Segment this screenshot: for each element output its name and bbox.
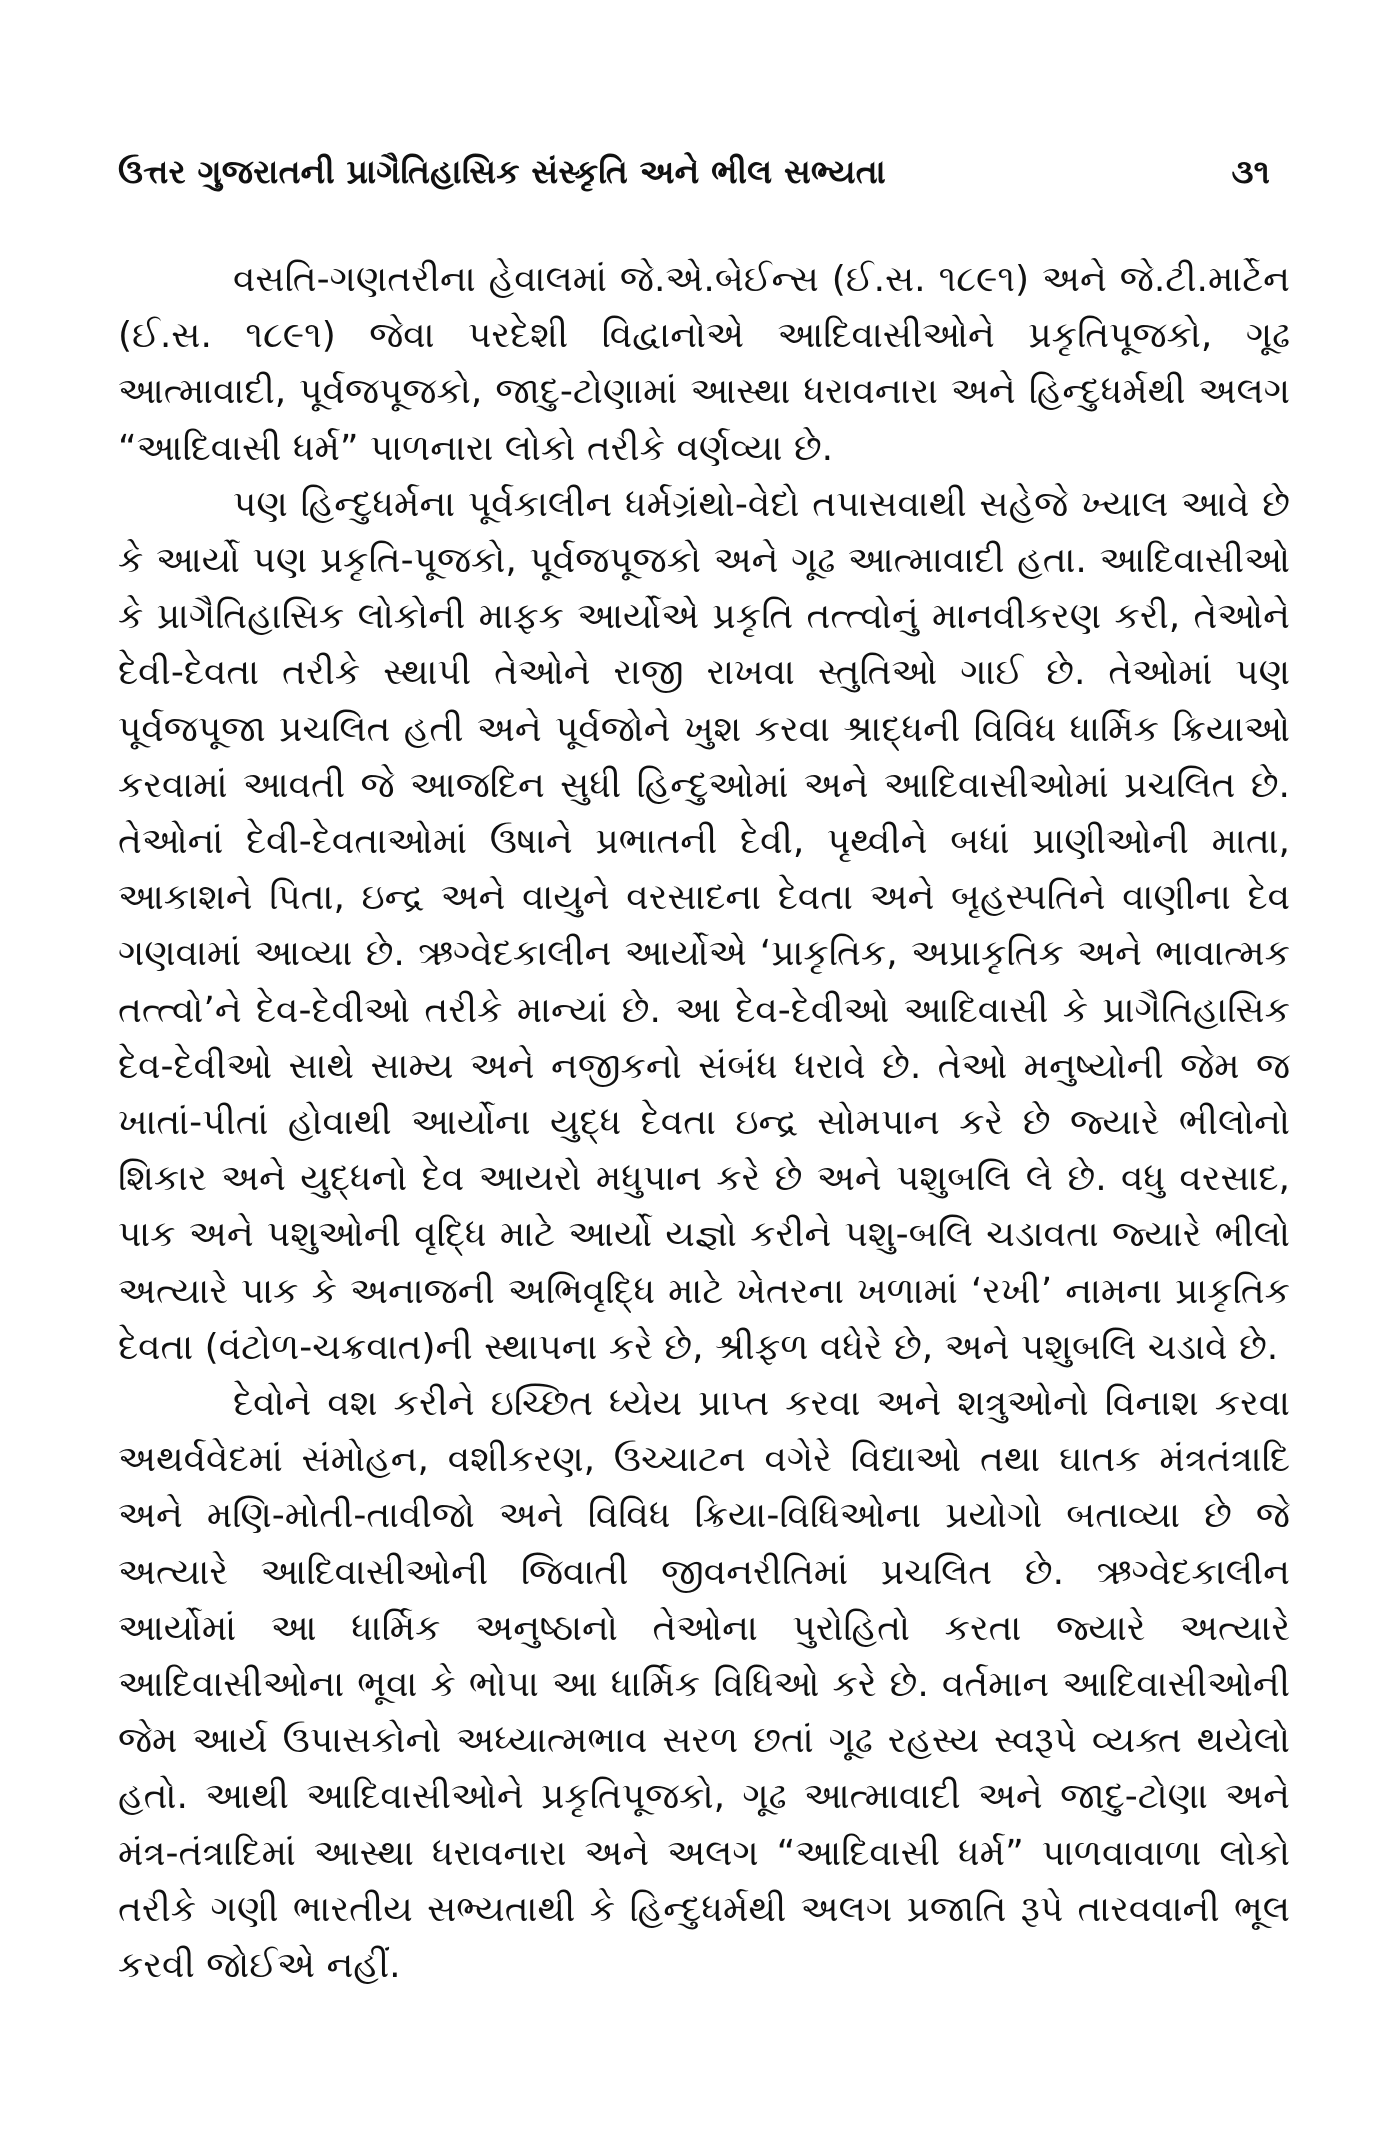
body-text bbox=[118, 252, 1290, 1994]
paragraph: પણ હિન્દુધર્મના પૂર્વકાલીન ધર્મગ્રંથો-વેદો તપાસવાથી સહેજે ખ્યાલ આવે છે કે આર્યો પણ પ્રકૃતિ-પૂજકો, પૂર્વજપૂજકો અને ગૂઢ આત્માવાદી હતા. આદિવાસીઓ કે પ્રાગૈતિહાસિક લોકોની માફક આર્યોએ પ્રકૃતિ તત્ત્વોનું માનવીકરણ કરી, તેઓને દેવી-દેવતા તરીકે સ્થાપી તેઓને રાજી રાખવા સ્તુતિઓ ગાઈ છે. તેઓમાં પણ પૂર્વજપૂજા પ્રચલિત હતી અને પૂર્વજોને ખુશ કરવા શ્રાદ્ધની વિવિધ ધાર્મિક ક્રિયાઓ કરવામાં આવતી જે આજદિન સુધી હિન્દુઓમાં અને આદિવાસીઓમાં પ્રચલિત છે. તેઓનાં દેવી-દેવતાઓમાં ઉષાને પ્રભાતની દેવી, પૃથ્વીને બધાં પ્રાણીઓની માતા, આકાશને પિતા, ઇન્દ્ર અને વાયુને વરસાદના દેવતા અને બૃહસ્પતિને વાણીના દેવ ગણવામાં આવ્યા છે. ઋગ્વેદકાલીન આર્યોએ ‘પ્રાકૃતિક, અપ્રાકૃતિક અને ભાવાત્મક તત્ત્વો’ને દેવ-દેવીઓ તરીકે માન્યાં છે. આ દેવ-દેવીઓ આદિવાસી કે પ્રાગૈતિહાસિક દેવ-દેવીઓ સાથે સામ્ય અને નજીકનો સંબંધ ધરાવે છે. તેઓ મનુષ્યોની જેમ જ ખાતાં-પીતાં હોવાથી આર્યોના યુદ્ધ દેવતા ઇન્દ્ર સોમપાન કરે છે જ્યારે ભીલોનો શિકાર અને યુદ્ધનો દેવ આયરો મધુપાન કરે છે અને પશુબલિ લે છે. વધુ વરસાદ, પાક અને પશુઓની વૃદ્ધિ માટે આર્યો યજ્ઞો કરીને પશુ-બલિ ચડાવતા જ્યારે ભીલો અત્યારે પાક કે અનાજની અભિવૃદ્ધિ માટે ખેતરના ખળામાં ‘રખી’ નામના પ્રાકૃતિક દેવતા (વંટોળ-ચક્રવાત)ની સ્થાપના કરે છે, શ્રીફળ વધેરે છે, અને પશુબલિ ચડાવે છે. bbox=[118, 483, 1290, 1368]
page-header bbox=[118, 152, 1270, 206]
paragraph: વસતિ-ગણતરીના હેવાલમાં જે.એ.બેઈન્સ (ઈ.સ. ૧૮૯૧) અને જે.ટી.માર્ટેન (ઈ.સ. ૧૮૯૧) જેવા પરદેશી વિદ્વાનોએ આદિવાસીઓને પ્રકૃતિપૂજકો, ગૂઢ આત્માવાદી, પૂર્વજપૂજકો, જાદુ-ટોણામાં આસ્થા ધરાવનારા અને હિન્દુધર્મથી અલગ “આદિવાસી ધર્મ” પાળનારા લોકો તરીકે વર્ણવ્યા છે. bbox=[118, 259, 1290, 469]
running-title: ઉત્તર ગુજરાતની પ્રાગૈતિહાસિક સંસ્કૃતિ અને ભીલ સભ્યતા bbox=[118, 152, 886, 191]
paragraph: દેવોને વશ કરીને ઇચ્છિત ધ્યેય પ્રાપ્ત કરવા અને શત્રુઓનો વિનાશ કરવા અથર્વવેદમાં સંમોહન, વશીકરણ, ઉચ્ચાટન વગેરે વિદ્યાઓ તથા ઘાતક મંત્રતંત્રાદિ અને મણિ-મોતી-તાવીજો અને વિવિધ ક્રિયા-વિધિઓના પ્રયોગો બતાવ્યા છે જે અત્યારે આદિવાસીઓની જિવાતી જીવનરીતિમાં પ્રચલિત છે. ઋગ્વેદકાલીન આર્યોમાં આ ધાર્મિક અનુષ્ઠાનો તેઓના પુરોહિતો કરતા જ્યારે અત્યારે આદિવાસીઓના ભૂવા કે ભોપા આ ધાર્મિક વિધિઓ કરે છે. વર્તમાન આદિવાસીઓની જેમ આર્ય ઉપાસકોનો અધ્યાત્મભાવ સરળ છતાં ગૂઢ રહસ્ય સ્વરૂપે વ્યક્ત થયેલો હતો. આથી આદિવાસીઓને પ્રકૃતિપૂજકો, ગૂઢ આત્માવાદી અને જાદુ-ટોણા અને મંત્ર-તંત્રાદિમાં આસ્થા ધરાવનારા અને અલગ “આદિવાસી ધર્મ” પાળવાવાળા લોકો તરીકે ગણી ભારતીય સભ્યતાથી કે હિન્દુધર્મથી અલગ પ્રજાતિ રૂપે તારવવાની ભૂલ કરવી જોઈએ નહીં. bbox=[118, 1383, 1290, 1987]
page-number: ૩૧ bbox=[1231, 152, 1270, 191]
